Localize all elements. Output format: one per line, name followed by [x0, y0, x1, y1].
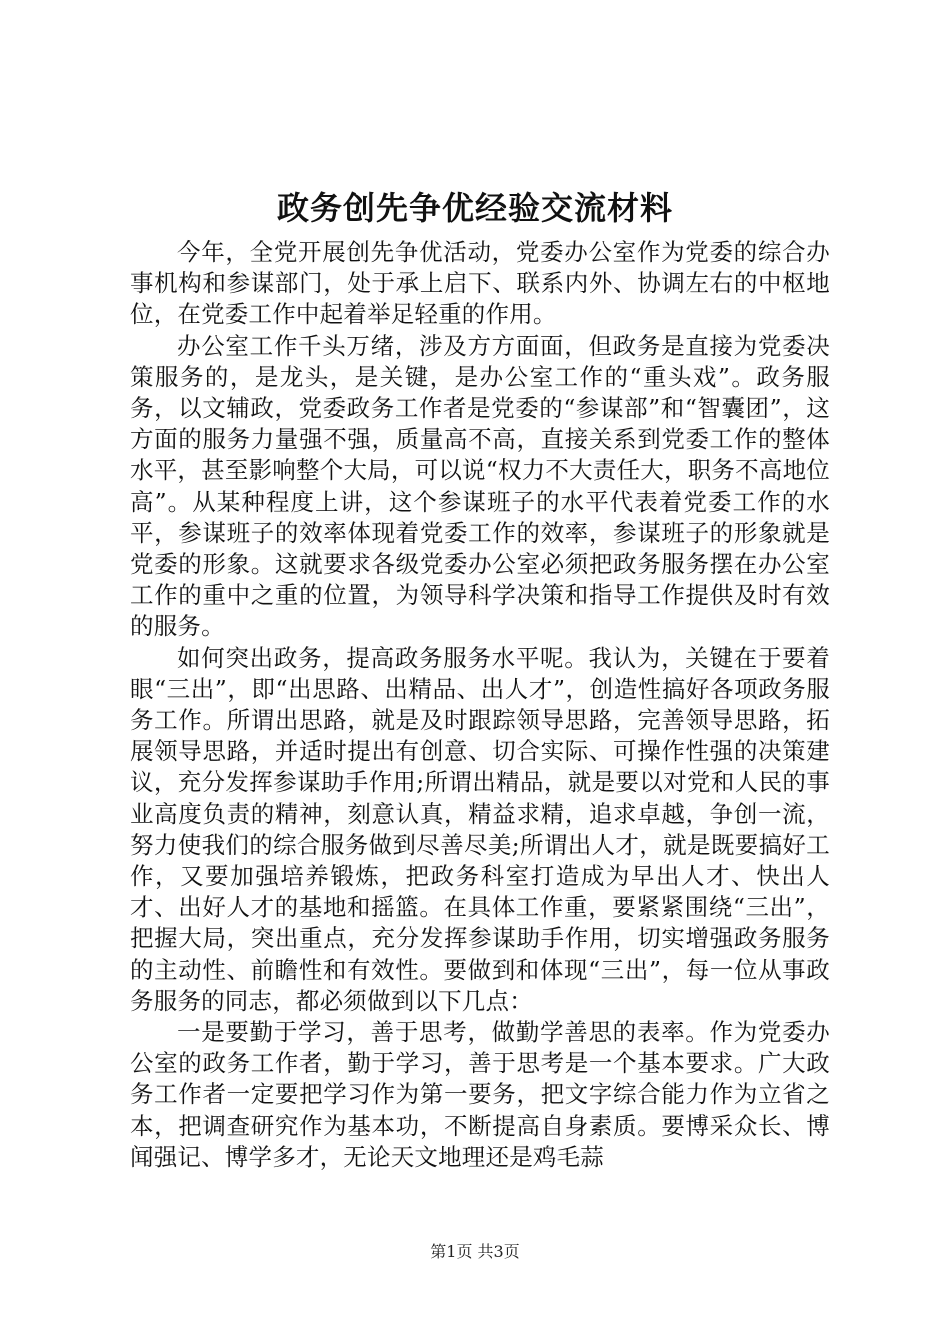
paragraph-1: 今年，全党开展创先争优活动，党委办公室作为党委的综合办事机构和参谋部门，处于承上启下、联系内外、协调左右的中枢地位，在党委工作中起着举足轻重的作用。 [130, 238, 830, 329]
paragraph-2: 办公室工作千头万绪，涉及方方面面，但政务是直接为党委决策服务的，是龙头，是关键，是办公室工作的“重头戏”。政务服务，以文辅政，党委政务工作者是党委的“参谋部”和“智囊团”，这方面的服务力量强不强，质量高不高，直接关系到党委工作的整体水平，甚至影响整个大局，可以说“权力不大责任大，职务不高地位高”。从某种程度上讲，这个参谋班子的水平代表着党委工作的水平，参谋班子的效率体现着党委工作的效率，参谋班子的形象就是党委的形象。这就要求各级党委办公室必须把政务服务摆在办公室工作的重中之重的位置，为领导科学决策和指导工作提供及时有效的服务。 [130, 331, 830, 641]
document-body [130, 237, 830, 1173]
paragraph-3: 如何突出政务，提高政务服务水平呢。我认为，关键在于要着眼“三出”，即“出思路、出精品、出人才”，创造性搞好各项政务服务工作。所谓出思路，就是及时跟踪领导思路，完善领导思路，拓展领导思路，并适时提出有创意、切合实际、可操作性强的决策建议，充分发挥参谋助手作用;所谓出精品，就是要以对党和人民的事业高度负责的精神，刻意认真，精益求精，追求卓越，争创一流，努力使我们的综合服务做到尽善尽美;所谓出人才，就是既要搞好工作，又要加强培养锻炼，把政务科室打造成为早出人才、快出人才、出好人才的基地和摇篮。在具体工作重，要紧紧围绕“三出”，把握大局，突出重点，充分发挥参谋助手作用，切实增强政务服务的主动性、前瞻性和有效性。要做到和体现“三出”，每一位从事政务服务的同志，都必须做到以下几点： [130, 643, 830, 1015]
page-number-footer: 第1页 共3页 [430, 1242, 520, 1261]
paragraph-4: 一是要勤于学习，善于思考，做勤学善思的表率。作为党委办公室的政务工作者，勤于学习，善于思考是一个基本要求。广大政务工作者一定要把学习作为第一要务，把文字综合能力作为立省之本，把调查研究作为基本功，不断提高自身素质。要博采众长、博闻强记、博学多才，无论天文地理还是鸡毛蒜 [130, 1018, 830, 1171]
document-title: 政务创先争优经验交流材料 [276, 189, 673, 227]
